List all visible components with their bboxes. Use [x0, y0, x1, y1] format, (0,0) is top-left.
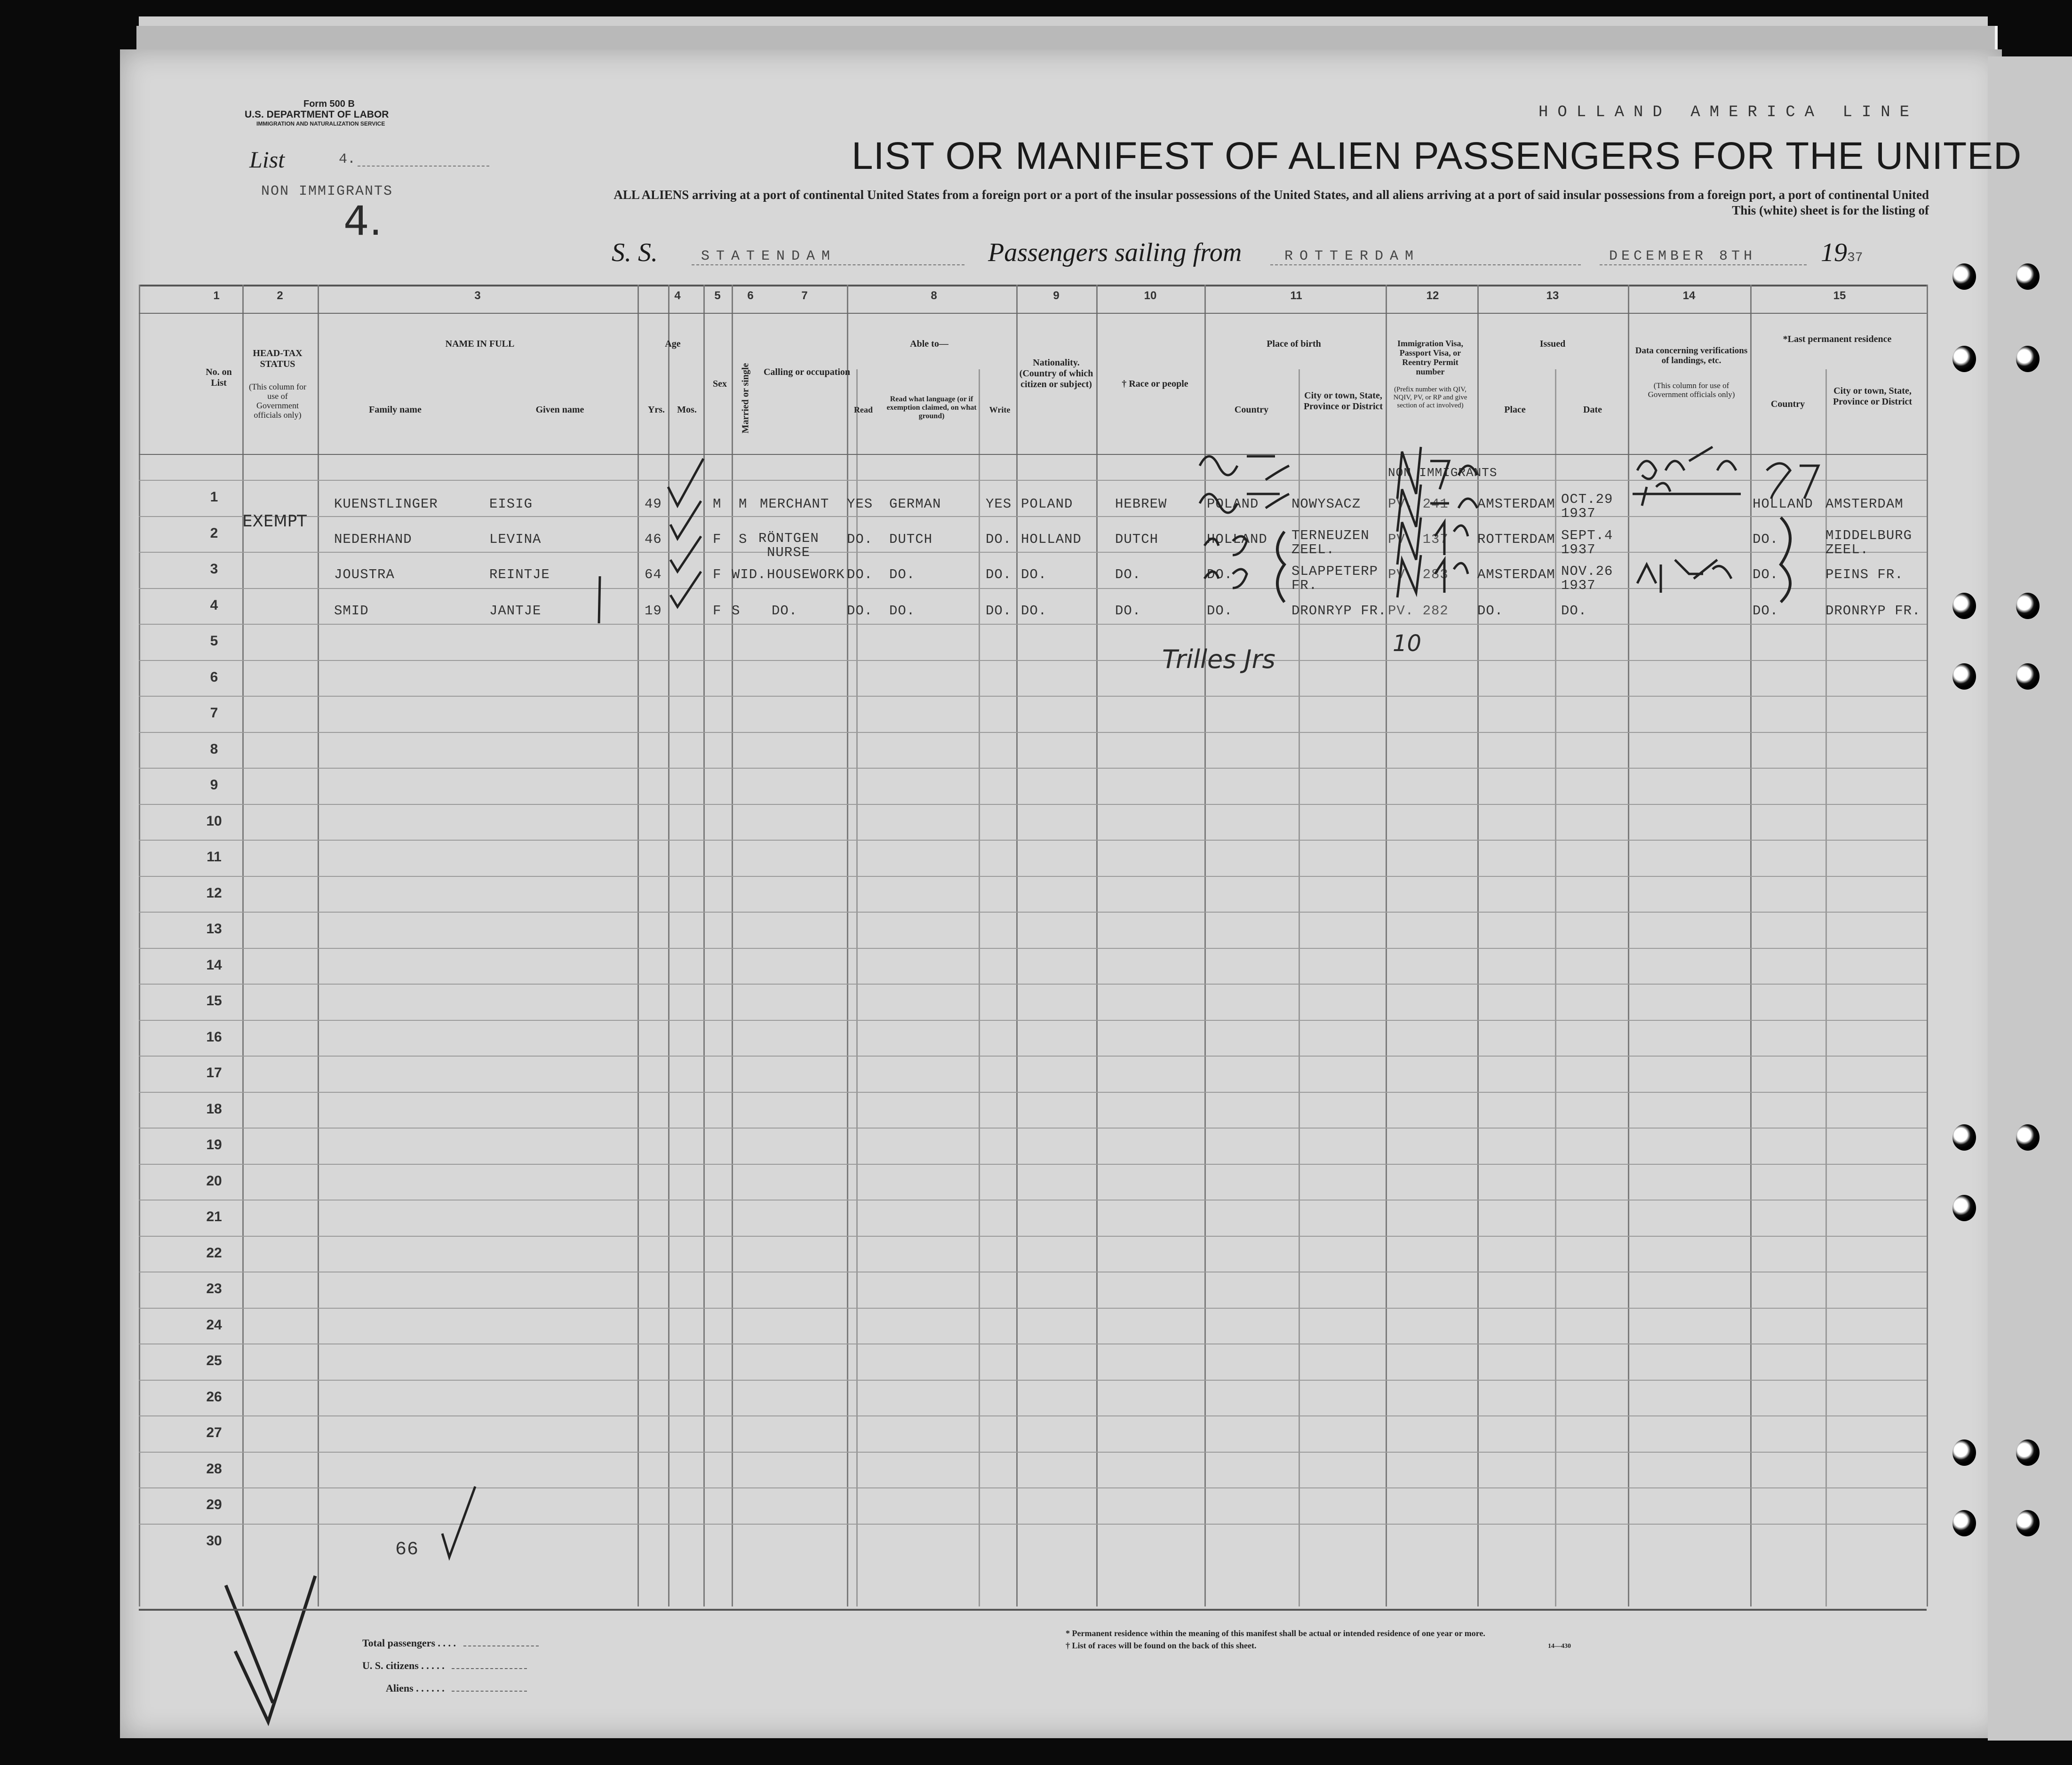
row-rule	[139, 840, 1927, 841]
p4-occupation: DO.	[772, 603, 798, 619]
row-rule	[139, 1200, 1927, 1201]
row-number: 28	[206, 1461, 222, 1477]
port-underline	[1270, 264, 1581, 265]
category: NON IMMIGRANTS	[261, 183, 393, 199]
exempt-stamp: EXEMPT	[242, 512, 307, 531]
binder-hole	[2016, 1124, 2040, 1151]
p1-married: M	[739, 496, 748, 512]
form-number: Form 500 B	[303, 99, 355, 109]
column-number: 1	[213, 289, 220, 302]
column-number: 6	[747, 289, 754, 302]
row-rule	[139, 1415, 1927, 1416]
p3-issued-place: AMSTERDAM	[1477, 567, 1555, 582]
footnote-races: † List of races will be found on the back of this sheet.	[1066, 1641, 1257, 1650]
column-divider	[242, 285, 244, 1606]
header-able-to: Able to—	[910, 339, 948, 349]
aliens-label: Aliens	[386, 1682, 414, 1694]
p3-write: DO.	[986, 567, 1012, 582]
row-rule	[139, 912, 1927, 913]
header-race: † Race or people	[1122, 379, 1188, 389]
row-number: 15	[206, 993, 222, 1009]
ss-label: S. S.	[612, 238, 658, 267]
p1-visa: PV. 241	[1388, 496, 1449, 512]
header-birth-city: City or town, State, Province or District	[1303, 390, 1383, 412]
header-married: Married or single	[740, 363, 751, 434]
p1-nationality: POLAND	[1021, 496, 1073, 512]
date-underline	[1600, 264, 1807, 265]
column-number: 10	[1144, 289, 1157, 302]
column-number: 3	[474, 289, 481, 302]
footer-checkmark	[216, 1566, 325, 1726]
footnote-residence: * Permanent residence within the meaning of this manifest shall be actual or intended residence of one year or more.	[1066, 1629, 1485, 1638]
row-number: 6	[210, 669, 218, 685]
header-rule	[139, 313, 1927, 314]
p4-yrs: 19	[645, 603, 662, 619]
column-divider	[1096, 285, 1098, 1606]
column-number: 11	[1290, 289, 1302, 302]
p2-yrs: 46	[645, 532, 662, 547]
sailing-port: ROTTERDAM	[1284, 248, 1420, 264]
row-rule	[139, 768, 1927, 769]
row-number: 8	[210, 741, 218, 757]
row-number: 29	[206, 1497, 222, 1512]
p1-race: HEBREW	[1115, 496, 1167, 512]
p1-res-country: HOLLAND	[1753, 496, 1813, 512]
column-number: 14	[1682, 289, 1696, 302]
p3-language: DO.	[889, 567, 916, 582]
row-number: 5	[210, 633, 218, 649]
residence-marks	[1753, 456, 1823, 616]
row-number: 21	[206, 1209, 222, 1224]
p4-write: DO.	[986, 603, 1012, 619]
row-rule	[139, 984, 1927, 985]
row-rule	[139, 948, 1927, 949]
p2-read: DO.	[847, 532, 873, 547]
p1-issued-year: 1937	[1561, 506, 1596, 521]
header-res-city: City or town, State, Province or District	[1833, 386, 1913, 407]
row-number: 7	[210, 705, 218, 721]
p2-occupation: RÖNTGEN	[758, 531, 819, 546]
p3-yrs: 64	[645, 567, 662, 582]
row-number: 16	[206, 1029, 222, 1045]
header-issued-place: Place	[1504, 405, 1526, 415]
p3-family: JOUSTRA	[334, 567, 395, 582]
list-number: 4.	[339, 151, 356, 167]
header-data-concerning: Data concerning verifications of landings, etc.	[1635, 346, 1748, 366]
p1-yrs: 49	[645, 496, 662, 512]
row-number: 17	[206, 1065, 222, 1081]
p1-occupation: MERCHANT	[760, 496, 829, 512]
header-calling: Calling or occupation	[763, 367, 851, 377]
binder-hole	[1952, 1439, 1976, 1466]
p3-birth-city-2: FR.	[1291, 578, 1318, 593]
header-age: Age	[665, 339, 681, 349]
page-title: LIST OR MANIFEST OF ALIEN PASSENGERS FOR THE UNITED	[852, 135, 2022, 177]
p3-read: DO.	[847, 567, 873, 582]
binder-hole	[2016, 263, 2040, 290]
header-nationality: Nationality. (Country of which citizen or subject)	[1019, 358, 1093, 390]
total-passengers: Total passengers . . . .	[362, 1637, 539, 1649]
p3-birth-country: DO.	[1207, 567, 1233, 582]
binder-hole	[1952, 1510, 1976, 1536]
p3-nationality: DO.	[1021, 567, 1047, 582]
row-number: 26	[206, 1389, 222, 1405]
p2-res-country: DO.	[1753, 532, 1779, 547]
handwritten-note: Trilles Jrs	[1162, 644, 1275, 674]
column-divider	[1927, 285, 1928, 1606]
p2-married: S	[739, 532, 748, 547]
row-number: 18	[206, 1101, 222, 1117]
p1-read: YES	[847, 496, 873, 512]
row-number: 4	[210, 597, 218, 613]
p2-birth-city: TERNEUZEN	[1291, 528, 1370, 543]
binder-hole	[2016, 346, 2040, 372]
row-rule	[139, 1092, 1927, 1093]
row-rule	[139, 624, 1927, 625]
column-number: 5	[714, 289, 721, 302]
verification-marks	[1628, 442, 1750, 602]
row-rule	[139, 1164, 1927, 1165]
row-rule	[139, 732, 1927, 733]
header-birth-country: Country	[1234, 405, 1269, 415]
header-place-of-birth: Place of birth	[1267, 339, 1321, 349]
subcolumn-divider	[856, 369, 858, 1606]
visa-marks	[1393, 437, 1487, 616]
p3-visa: PV. 283	[1388, 567, 1449, 582]
p4-issued-place: DO.	[1477, 603, 1504, 619]
p2-issued-year: 1937	[1561, 542, 1596, 557]
year	[1821, 238, 1863, 268]
binder-hole	[1952, 1195, 1976, 1221]
p1-given: EISIG	[489, 496, 533, 512]
aliens: Aliens . . . . . .	[386, 1682, 527, 1694]
intro-line-1: ALL ALIENS arriving at a port of continental United States from a foreign port or a port of the insular possessions of the United States, and all aliens arriving at a port of said insular possessions from a foreign port, a port of continental United	[614, 188, 1929, 202]
binder-hole	[2016, 593, 2040, 619]
row-number: 22	[206, 1245, 222, 1261]
header-issued-date: Date	[1583, 405, 1602, 415]
row-number: 1	[210, 489, 218, 505]
binder-hole	[1952, 263, 1976, 290]
row-rule	[139, 1487, 1927, 1488]
p3-race: DO.	[1115, 567, 1141, 582]
header-no-on-list: No. on List	[206, 367, 232, 388]
column-number: 4	[674, 289, 681, 302]
column-divider	[847, 285, 848, 1606]
hand-stroke	[595, 574, 605, 626]
handwritten-note-2: 10	[1393, 630, 1422, 657]
p4-language: DO.	[889, 603, 916, 619]
header-read: Read	[854, 405, 873, 414]
intro-text	[513, 187, 1929, 218]
header-write: Write	[989, 405, 1011, 414]
p3-res-city: PEINS FR.	[1825, 567, 1904, 582]
p2-sex: F	[713, 532, 722, 547]
p2-birth-country: HOLLAND	[1207, 532, 1267, 547]
year-suffix: 37	[1847, 251, 1863, 265]
row-number: 24	[206, 1317, 222, 1333]
row-rule	[139, 1380, 1927, 1381]
row-number: 25	[206, 1353, 222, 1368]
header-yrs: Yrs.	[647, 405, 665, 415]
tally-checkmark	[438, 1482, 485, 1562]
column-number: 12	[1426, 289, 1439, 302]
p2-issued-date: SEPT.4	[1561, 528, 1613, 543]
typed-header-note: NON IMMIGRANTS	[1388, 466, 1498, 480]
p4-res-country: DO.	[1753, 603, 1779, 619]
row-number: 27	[206, 1425, 222, 1440]
row-number: 3	[210, 561, 218, 577]
p3-married: WID.	[732, 567, 766, 582]
header-mos: Mos.	[677, 405, 697, 415]
ship-underline	[692, 264, 964, 265]
binder-hole	[2016, 1439, 2040, 1466]
year-prefix: 19	[1821, 238, 1847, 267]
p3-birth-city: SLAPPETERP	[1291, 564, 1379, 579]
us-citizens: U. S. citizens . . . . .	[362, 1660, 527, 1672]
row-number: 12	[206, 885, 222, 901]
row-rule	[139, 1452, 1927, 1453]
row-number: 23	[206, 1281, 222, 1296]
p3-res-country: DO.	[1753, 567, 1779, 582]
p3-occupation: HOUSEWORK	[767, 567, 845, 582]
column-divider	[318, 285, 319, 1606]
p4-family: SMID	[334, 603, 369, 619]
p3-sex: F	[713, 567, 722, 582]
p1-language: GERMAN	[889, 496, 941, 512]
p3-issued-date: NOV.26	[1561, 564, 1613, 579]
row-rule	[139, 696, 1927, 697]
row-rule	[139, 1524, 1927, 1525]
column-number: 13	[1546, 289, 1559, 302]
column-number: 7	[801, 289, 808, 302]
column-number: 8	[931, 289, 937, 302]
row-rule	[139, 660, 1927, 661]
us-citizens-label: U. S. citizens	[362, 1660, 419, 1671]
column-number: 15	[1833, 289, 1846, 302]
service: IMMIGRATION AND NATURALIZATION SERVICE	[256, 120, 385, 127]
p2-nationality: HOLLAND	[1021, 532, 1082, 547]
row-rule	[139, 1236, 1927, 1237]
binder-hole	[1952, 593, 1976, 619]
column-divider	[1750, 285, 1752, 1606]
total-passengers-label: Total passengers	[362, 1637, 436, 1649]
column-divider	[638, 285, 639, 1606]
p4-nationality: DO.	[1021, 603, 1047, 619]
header-data-note: (This column for use of Government officials only)	[1648, 381, 1735, 399]
age-checkmarks	[659, 454, 734, 623]
list-label: List	[249, 146, 285, 173]
row-rule	[139, 876, 1927, 877]
p2-visa: PV. 137	[1388, 532, 1449, 547]
birth-code-marks	[1195, 437, 1308, 616]
column-divider	[1016, 285, 1018, 1606]
row-rule	[139, 1308, 1927, 1309]
p4-sex: F	[713, 603, 722, 619]
p4-given: JANTJE	[489, 603, 542, 619]
form-code: 14—430	[1548, 1643, 1571, 1650]
binding-strip	[1988, 56, 2072, 1741]
p4-read: DO.	[847, 603, 873, 619]
header-last-residence: *Last permanent residence	[1783, 334, 1892, 344]
header-visa: Immigration Visa, Passport Visa, or Reentry Permit number	[1397, 339, 1463, 376]
subcolumn-divider	[979, 369, 980, 1606]
binder-hole	[1952, 663, 1976, 690]
p4-race: DO.	[1115, 603, 1141, 619]
row-rule	[139, 1056, 1927, 1057]
binder-hole	[1952, 1124, 1976, 1151]
header-family-name: Family name	[369, 405, 422, 415]
p2-given: LEVINA	[489, 532, 542, 547]
row-number: 19	[206, 1137, 222, 1153]
header-read-language: Read what language (or if exemption claimed, on what ground)	[886, 395, 977, 420]
header-head-tax: HEAD-TAX STATUS	[253, 348, 303, 369]
p1-issued-place: AMSTERDAM	[1477, 496, 1555, 512]
header-given-name: Given name	[535, 405, 584, 415]
row-number: 10	[206, 813, 222, 829]
p2-write: DO.	[986, 532, 1012, 547]
column-number: 9	[1053, 289, 1060, 302]
p2-birth-city-2: ZEEL.	[1291, 542, 1335, 557]
department: U.S. DEPARTMENT OF LABOR	[245, 109, 389, 120]
row-rule	[139, 1020, 1927, 1021]
binder-hole	[2016, 663, 2040, 690]
row-rule	[139, 804, 1927, 805]
p1-write: YES	[986, 496, 1012, 512]
row-number: 14	[206, 957, 222, 973]
p2-res-city: MIDDELBURG	[1825, 528, 1913, 543]
header-head-tax-note: (This column for use of Government officials only)	[249, 382, 306, 420]
p2-issued-place: ROTTERDAM	[1477, 532, 1555, 547]
binder-hole	[1952, 346, 1976, 372]
p1-birth-country: POLAND	[1207, 496, 1259, 512]
row-number: 9	[210, 777, 218, 793]
tally: 66	[395, 1539, 419, 1560]
header-issued: Issued	[1539, 339, 1566, 349]
header-visa-note: (Prefix number with QIV, NQIV, PV, or RP and give section of act involved)	[1393, 386, 1467, 409]
header-name-in-full: NAME IN FULL	[445, 339, 515, 349]
column-number: 2	[277, 289, 283, 302]
p2-race: DUTCH	[1115, 532, 1159, 547]
row-number: 20	[206, 1173, 222, 1189]
p4-res-city: DRONRYP FR.	[1825, 603, 1921, 619]
ship-name: STATENDAM	[701, 248, 837, 264]
p3-issued-year: 1937	[1561, 578, 1596, 593]
p2-family: NEDERHAND	[334, 532, 412, 547]
p1-family: KUENSTLINGER	[334, 496, 438, 512]
column-divider	[139, 285, 140, 1606]
row-number: 11	[207, 849, 222, 865]
header-sex: Sex	[713, 379, 727, 389]
row-rule	[139, 1128, 1927, 1129]
hand-list-number: 4.	[343, 198, 383, 245]
column-divider	[1386, 285, 1387, 1606]
intro-line-2: This (white) sheet is for the listing of	[1732, 203, 1929, 217]
row-number: 2	[210, 525, 218, 541]
subcolumn-divider	[1555, 369, 1556, 1606]
p4-birth-city: DRONRYP FR.	[1291, 603, 1387, 619]
p4-birth-country: DO.	[1207, 603, 1233, 619]
row-number: 13	[206, 921, 222, 937]
p2-res-city-2: ZEEL.	[1825, 542, 1869, 557]
p2-language: DUTCH	[889, 532, 933, 547]
sailing-label: Passengers sailing from	[988, 238, 1242, 267]
footer-rule	[139, 1609, 1927, 1611]
sailing-date: DECEMBER 8TH	[1609, 248, 1756, 264]
p1-issued-date: OCT.29	[1561, 492, 1613, 507]
p3-given: REINTJE	[489, 567, 550, 582]
p2-occupation-2: NURSE	[767, 545, 811, 560]
list-underline	[358, 166, 489, 167]
binder-hole	[2016, 1510, 2040, 1536]
p4-visa: PV. 282	[1388, 603, 1449, 619]
p1-sex: M	[713, 496, 722, 512]
p4-married: S	[732, 603, 741, 619]
p1-birth-city: NOWYSACZ	[1291, 496, 1361, 512]
p4-issued-date: DO.	[1561, 603, 1587, 619]
company: HOLLAND AMERICA LINE	[1538, 103, 1919, 121]
header-res-country: Country	[1770, 399, 1805, 409]
row-number: 30	[206, 1533, 222, 1549]
p1-res-city: AMSTERDAM	[1825, 496, 1904, 512]
